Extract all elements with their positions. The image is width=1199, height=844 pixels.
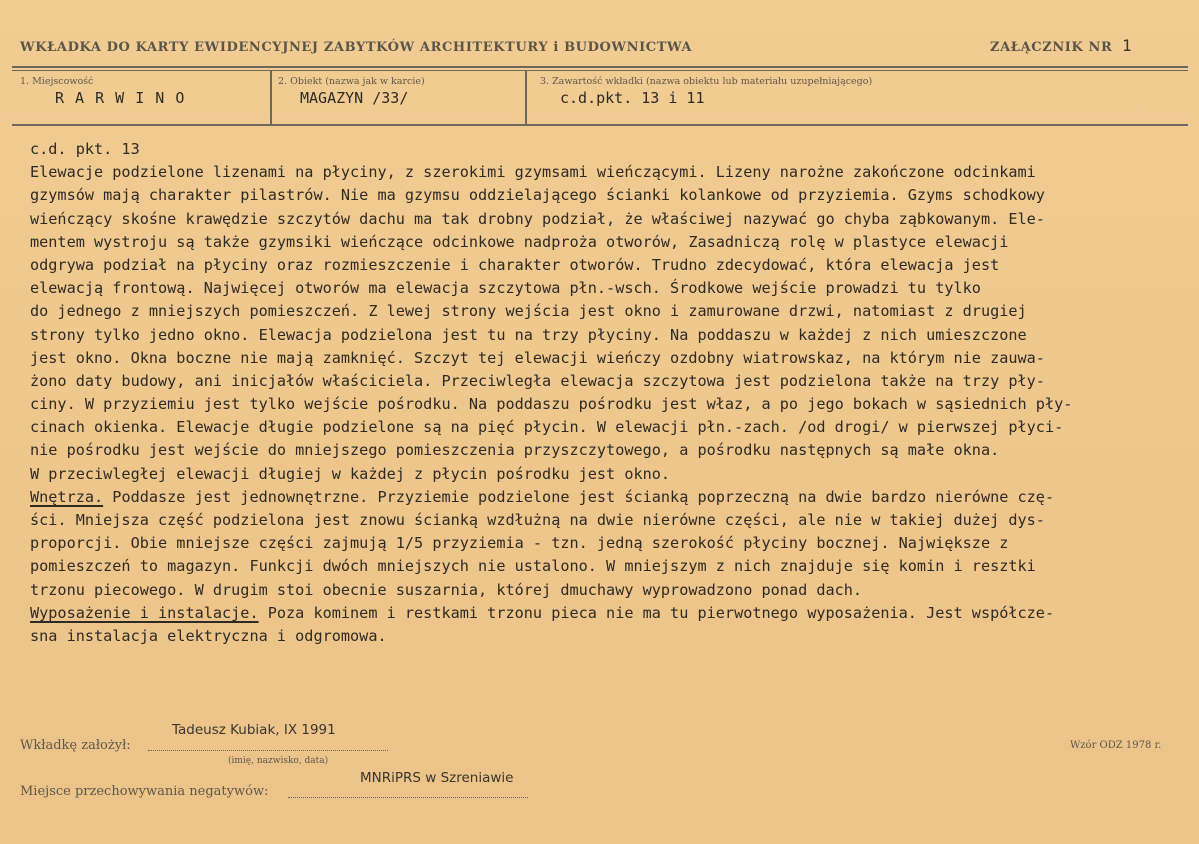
interiors-heading: Wnętrza. <box>30 487 104 506</box>
text-line: odgrywa podział na płyciny oraz rozmieszczenie i charakter otworów. Trudno zdecydować, która elewacja jest <box>30 255 1000 274</box>
text-line: c.d. pkt. 13 <box>30 140 140 158</box>
storage-dotted-line <box>288 797 528 798</box>
equipment-first-line <box>30 602 1190 625</box>
text-line: żono daty budowy, ani inicjałów właściciela. Przeciwległa elewacja szczytowa jest podzielona także na trzy pły- <box>30 371 1045 390</box>
field-divider <box>270 70 272 125</box>
storage-label: Miejsce przechowywania negatywów: <box>20 784 269 799</box>
locality-label: 1. Miejscowość <box>20 76 94 87</box>
text-line: Elewacje podzielone lizenami na płyciny, z szerokimi gzymsami wieńczącymi. Lizeny narożne zakończone odcinkami <box>30 163 1036 182</box>
text-line: mentem wystroju są także gzymsiki wieńczące odcinkowe nadproża otworów, Zasadniczą rolę w plastyce elewacji <box>30 232 1009 251</box>
author-value: Tadeusz Kubiak, IX 1991 <box>172 722 336 738</box>
text-line: pomieszczeń to magazyn. Funkcji dwóch mniejszych nie ustalono. W mniejszym z nich znajduje się komin i resztki <box>30 557 1036 576</box>
text-line: proporcji. Obie mniejsze części zajmują 1/5 przyziemia - tzn. jedną szerokość płyciny bocznej. Największe z <box>30 534 1009 553</box>
text-line: Poddasze jest jednownętrzne. Przyziemie podzielone jest ścianką poprzeczną na dwie bardzo nierówne czę- <box>103 487 1055 506</box>
text-line: ści. Mniejsza część podzielona jest znowu ścianką wzdłużną na dwie nierówne części, ale nie w takiej dużej dys- <box>30 511 1045 529</box>
text-line: ciny. W przyziemiu jest tylko wejście pośrodku. Na poddaszu pośrodku jest właz, a po jego bokach w sąsiednich pły- <box>30 395 1073 414</box>
text-line: W przeciwległej elewacji długiej w każdej z płycin pośrodku jest okno. <box>30 464 671 483</box>
text-line: elewacją frontową. Najwięcej otworów ma elewacja szczytowa płn.-wsch. Środkowe wejście prowadzi tu tylko <box>30 279 981 298</box>
equipment-heading: Wyposażenie i instalacje. <box>30 603 259 622</box>
description-text <box>30 138 1190 648</box>
object-value: MAGAZYN /33/ <box>300 89 409 107</box>
author-label: Wkładkę założył: <box>20 738 131 753</box>
locality-value: R A R W I N O <box>55 89 186 107</box>
author-hint: (imię, nazwisko, data) <box>228 756 329 766</box>
text-line: trzonu piecowego. W drugim stoi obecnie suszarnia, której dmuchawy wyprowadzono ponad dach. <box>30 580 863 599</box>
card-title: WKŁADKA DO KARTY EWIDENCYJNEJ ZABYTKÓW ARCHITEKTURY i BUDOWNICTWA <box>20 40 693 55</box>
header-rule-thin <box>12 70 1188 71</box>
contents-value: c.d.pkt. 13 i 11 <box>560 89 705 107</box>
text-line: gzymsów mają charakter pilastrów. Nie ma gzymsu oddzielającego ścianki kolankowe od przyziemia. Gzyms schodkowy <box>30 186 1045 205</box>
annex-number: 1 <box>1122 36 1132 55</box>
text-line: sna instalacja elektryczna i odgromowa. <box>30 626 387 645</box>
fields-bottom-rule <box>12 124 1188 126</box>
text-line: strony tylko jedno okno. Elewacja podzielona jest tu na trzy płyciny. Na poddaszu w każdej z nich umieszczone <box>30 325 1027 344</box>
interiors-first-line <box>30 486 1190 509</box>
storage-value: MNRiPRS w Szreniawie <box>360 770 514 786</box>
field-divider <box>525 70 527 125</box>
text-line: jest okno. Okna boczne nie mają zamknięć. Szczyt tej elewacji wieńczy ozdobny wiatrowskaz, na którym nie zauwa- <box>30 348 1045 367</box>
author-dotted-line <box>148 750 388 751</box>
text-line: nie pośrodku jest wejście do mniejszego pomieszczenia przyszczytowego, a pośrodku następnych są małe okna. <box>30 441 1000 460</box>
text-line: wieńczący skośne krawędzie szczytów dachu ma tak drobny podział, że właściwej nazywać go chyba ząbkowanym. Ele- <box>30 209 1045 228</box>
form-code: Wzór ODZ 1978 r. <box>1070 740 1162 751</box>
text-line: Poza kominem i restkami trzonu pieca nie ma tu pierwotnego wyposażenia. Jest współcze- <box>258 603 1055 622</box>
text-line: cinach okienka. Elewacje długie podzielone są na pięć płycin. W elewacji płn.-zach. /od drogi/ w pierwszej płyci- <box>30 418 1064 437</box>
header-rule <box>12 66 1188 68</box>
contents-label: 3. Zawartość wkładki (nazwa obiektu lub materiału uzupełniającego) <box>540 76 873 87</box>
text-line: do jednego z mniejszych pomieszczeń. Z lewej strony wejścia jest okno i zamurowane drzwi, natomiast z drugiej <box>30 302 1027 321</box>
object-label: 2. Obiekt (nazwa jak w karcie) <box>278 76 425 87</box>
annex-label: ZAŁĄCZNIK NR <box>990 40 1113 55</box>
